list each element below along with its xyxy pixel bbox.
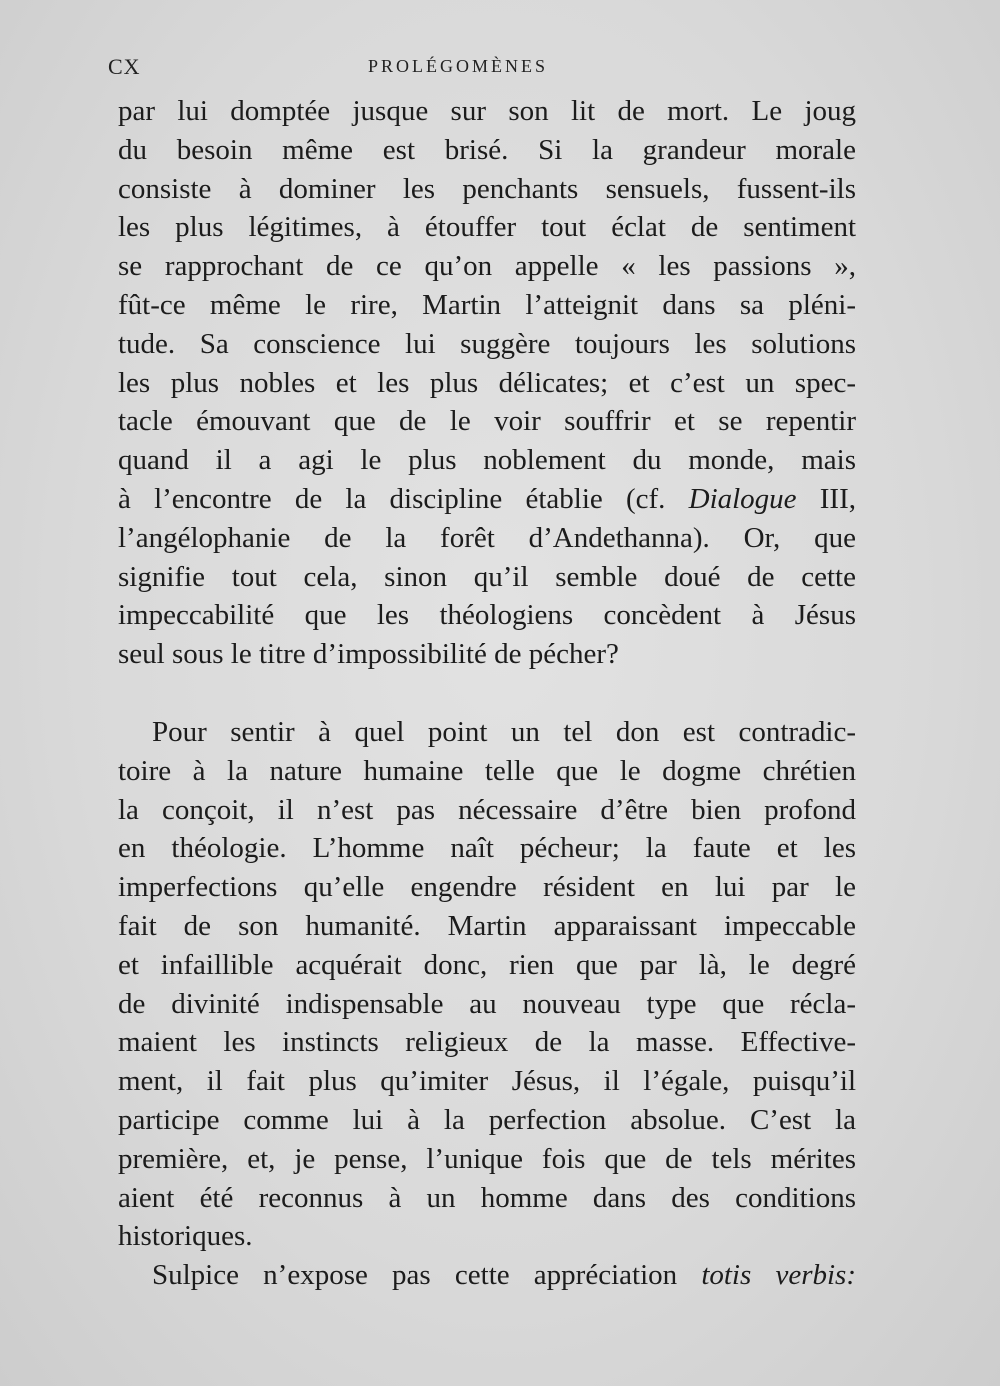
- body-text: [118, 92, 856, 1295]
- paragraph-1: [118, 92, 856, 674]
- text-segment: à l’encontre de la discipline établie (cf.: [118, 482, 689, 515]
- text-line: seul sous le titre d’impossibilité de pécher?: [118, 638, 619, 671]
- text-line: du besoin même est brisé. Si la grandeur morale: [118, 133, 856, 166]
- paragraph-2: [118, 713, 856, 1256]
- paragraph-3: [118, 1256, 856, 1295]
- text-line: fait de son humanité. Martin apparaissant impeccable: [118, 909, 856, 942]
- text-line: consiste à dominer les penchants sensuels, fussent-ils: [118, 172, 856, 205]
- text-line: et infaillible acquérait donc, rien que par là, le degré: [118, 948, 856, 981]
- text-line: les plus légitimes, à étouffer tout éclat de sentiment: [118, 211, 856, 244]
- text-line: participe comme lui à la perfection absolue. C’est la: [118, 1103, 856, 1136]
- text-line: fût-ce même le rire, Martin l’atteignit dans sa pléni-: [118, 288, 856, 321]
- text-line: maient les instincts religieux de la masse. Effective-: [118, 1026, 856, 1059]
- text-line-with-italic: [118, 480, 856, 519]
- text-line: toire à la nature humaine telle que le dogme chrétien: [118, 754, 856, 787]
- page-number: CX: [108, 54, 141, 79]
- italic-phrase: totis verbis:: [701, 1259, 856, 1292]
- text-line: ment, il fait plus qu’imiter Jésus, il l’égale, puisqu’il: [118, 1065, 856, 1098]
- text-line: aient été reconnus à un homme dans des conditions: [118, 1181, 856, 1214]
- text-line: imperfections qu’elle engendre résident en lui par le: [118, 871, 856, 904]
- text-line: Pour sentir à quel point un tel don est contradic-: [152, 715, 856, 748]
- text-segment: III,: [796, 482, 856, 515]
- text-line: les plus nobles et les plus délicates; et c’est un spec-: [118, 366, 856, 399]
- text-line: se rapprochant de ce qu’on appelle « les passions »,: [118, 250, 856, 283]
- text-line: tude. Sa conscience lui suggère toujours les solutions: [118, 327, 856, 360]
- text-line: impeccabilité que les théologiens concèdent à Jésus: [118, 599, 856, 632]
- text-line: première, et, je pense, l’unique fois que de tels mérites: [118, 1142, 856, 1175]
- text-line: par lui domptée jusque sur son lit de mort. Le joug: [118, 95, 856, 127]
- text-line: signifie tout cela, sinon qu’il semble doué de cette: [118, 560, 856, 593]
- running-title: PROLÉGOMÈNES: [368, 56, 549, 76]
- text-line: en théologie. L’homme naît pécheur; la faute et les: [118, 832, 856, 865]
- page-header: [108, 54, 848, 82]
- text-line: l’angélophanie de la forêt d’Andethanna). Or, que: [118, 521, 856, 554]
- text-line: de divinité indispensable au nouveau type que récla-: [118, 987, 856, 1020]
- text-line: la conçoit, il n’est pas nécessaire d’être bien profond: [118, 793, 856, 826]
- text-line-with-italic: [118, 1256, 856, 1295]
- italic-reference: Dialogue: [688, 482, 797, 515]
- text-line: quand il a agi le plus noblement du monde, mais: [118, 444, 856, 477]
- text-line: historiques.: [118, 1220, 253, 1253]
- text-line: tacle émouvant que de le voir souffrir et se repentir: [118, 405, 856, 438]
- paragraph-gap: [118, 674, 856, 713]
- text-segment: Sulpice n’expose pas cette appréciation: [152, 1259, 702, 1292]
